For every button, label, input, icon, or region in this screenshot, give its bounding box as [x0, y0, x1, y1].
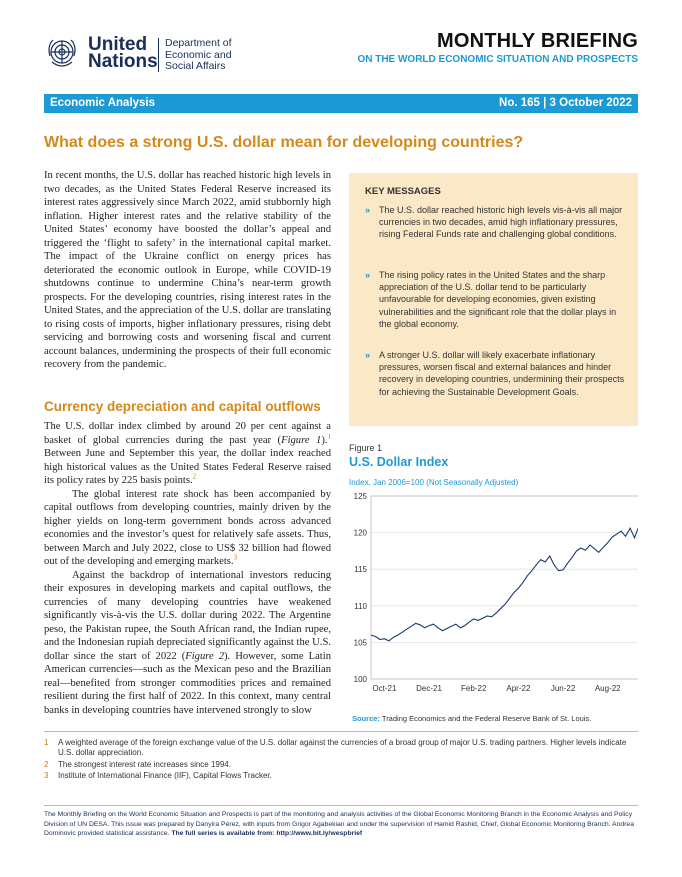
- y-axis: [354, 492, 368, 684]
- x-tick-label: Feb-22: [461, 684, 487, 693]
- department-line2: Economic and: [165, 48, 232, 61]
- footnote-text: The strongest interest rate increases since 1994.: [58, 760, 231, 769]
- x-tick-label: Aug-22: [594, 684, 621, 693]
- issue-number: No. 165 | 3 October 2022: [499, 97, 632, 109]
- key-messages-box: [349, 173, 638, 426]
- chevron-icon: »: [365, 270, 371, 280]
- figure-subtitle: Index, Jan 2006=100 (Not Seasonally Adjusted): [349, 478, 519, 487]
- footnote-text: Institute of International Finance (IIF), Capital Flows Tracker.: [58, 771, 272, 780]
- key-message-text: A stronger U.S. dollar will likely exacerbate inflationary pressures, worsen fiscal and external balances and hinder recovery in developing countries, undermining their prospects for achieving the Sustainable Development Goals.: [379, 350, 625, 397]
- un-emblem-icon: [44, 36, 80, 72]
- p3-text-b: ). However, some Latin American currencies—such as the Mexican peso and the Brazilian real—benefited from stronger commodities prices and remained resilient during the first half of 2022. In this context, many central banks in developing countries have intervened strongly to slow: [44, 650, 331, 716]
- chevron-icon: »: [365, 350, 371, 360]
- usd-index-chart: [349, 490, 638, 700]
- chart-grid: [371, 496, 638, 679]
- footer-text: The Monthly Briefing on the World Economic Situation and Prospects is part of the monitoring and analysis activities of the Global Economic Monitoring Branch in the Economic Analysis and Policy Division of UN DESA. This issue was prepared by Danyira Pérez, with inputs from Grigor Agabekian and under the supervision of Hamid Rashid, Chief, Global Economic Monitoring Branch. Andrea Dominovic provided statistical assistance.: [44, 811, 634, 837]
- series-label: Economic Analysis: [50, 97, 156, 109]
- x-tick-label: Oct-21: [372, 684, 397, 693]
- section-heading: Currency depreciation and capital outflows: [44, 399, 321, 414]
- footnote-number: 1: [44, 738, 49, 747]
- key-message-item: [365, 269, 627, 330]
- y-tick-label: 120: [353, 528, 367, 538]
- plot-frame: [371, 496, 638, 679]
- figure-source: [352, 714, 591, 723]
- un-wordmark-line1: United: [88, 34, 148, 55]
- x-tick-label: Jun-22: [550, 684, 576, 693]
- section-body: [44, 420, 331, 717]
- un-wordmark: [88, 36, 158, 70]
- source-text: Trading Economics and the Federal Reserve Bank of St. Louis.: [379, 714, 592, 723]
- key-message-item: [365, 204, 627, 241]
- paragraph-1: [44, 420, 331, 488]
- p1-text-c: Between June and September this year, the dollar index reached high historical values as the United States Federal Reserve raised its policy rates by 225 basis points.: [44, 448, 331, 486]
- issue-band: [44, 94, 638, 113]
- x-axis: [372, 684, 621, 693]
- chevron-icon: »: [365, 205, 371, 215]
- paragraph-2: [44, 488, 331, 569]
- y-tick-label: 115: [354, 565, 367, 575]
- key-message-text: The rising policy rates in the United States and the sharp appreciation of the U.S. dollar tend to be particularly unfavourable for developing economies, given existing vulnerabilities and the significant role that the dollar plays in the global economy.: [379, 270, 617, 329]
- paragraph-3: [44, 569, 331, 718]
- figure-title: U.S. Dollar Index: [349, 455, 449, 469]
- publication-title: MONTHLY BRIEFING: [437, 30, 638, 52]
- x-tick-label: Dec-21: [416, 684, 442, 693]
- page-footer: [44, 810, 638, 839]
- source-label: Source:: [352, 714, 380, 723]
- footer-link[interactable]: The full series is available from: http://www.bit.ly/wespbrief: [171, 830, 363, 837]
- p2-text: The global interest rate shock has been accompanied by capital outflows from developing countries, mainly driven by the higher yields on long-term government bonds across advanced economies and the investor’s quest for relatively safe assets. Thus, between March and July 2022, close to US$ 32 billion had flowed out of the developing and emerging markets.: [44, 488, 331, 567]
- p3-text-a: Against the backdrop of international investors reducing their exposures in developing markets and capital outflows, the currencies of many developing countries have weakened significantly vis-à-vis the U.S. dollar during 2022. The Argentine peso, the Pakistan rupee, the South African rand, the Indian rupee, and the Indonesian rupiah depreciated significantly against the U.S. dollar since the start of 2022 (: [44, 569, 331, 662]
- p1-text-b: ).: [321, 434, 328, 446]
- un-wordmark-line2: Nations: [88, 51, 158, 72]
- footnote-text: A weighted average of the foreign exchange value of the U.S. dollar against the currencies of a broad group of major U.S. trading partners. Higher levels indicate U.S. dollar appreciation.: [58, 738, 627, 757]
- footnote-ref-1[interactable]: 1: [327, 431, 331, 440]
- article-headline: What does a strong U.S. dollar mean for developing countries?: [44, 134, 524, 151]
- header-divider: [158, 38, 159, 72]
- department-line1: Department of: [165, 37, 232, 49]
- key-messages-title: KEY MESSAGES: [365, 186, 441, 197]
- footnote-item: [44, 760, 638, 770]
- key-message-text: The U.S. dollar reached historic high levels vis-à-vis all major currencies in two decades, amid high inflationary pressures, rising Federal Funds rate and challenging global conditions.: [379, 205, 623, 240]
- y-tick-label: 105: [353, 638, 367, 648]
- footnote-ref-2[interactable]: 2: [192, 472, 197, 481]
- department-line3: Social Affairs: [165, 60, 226, 72]
- footnote-rule: [44, 731, 638, 732]
- department-name: [165, 38, 232, 73]
- footer-rule: [44, 805, 638, 806]
- footnote-number: 2: [44, 760, 49, 769]
- footnote-number: 3: [44, 771, 49, 780]
- footnote-item: [44, 771, 638, 781]
- figure-1-ref[interactable]: Figure 1: [281, 434, 322, 446]
- y-tick-label: 110: [354, 601, 367, 611]
- publication-subtitle: ON THE WORLD ECONOMIC SITUATION AND PROSPECTS: [357, 54, 638, 65]
- series-line: [371, 526, 638, 641]
- y-tick-label: 100: [353, 675, 367, 684]
- intro-paragraph: [44, 169, 331, 372]
- y-tick-label: 125: [353, 492, 367, 501]
- footnote-ref-3[interactable]: 3: [233, 553, 238, 562]
- key-message-item: [365, 349, 627, 398]
- footnote-item: [44, 738, 638, 758]
- figure-2-ref[interactable]: Figure 2: [185, 650, 225, 662]
- figure-label: Figure 1: [349, 443, 383, 453]
- intro-text: In recent months, the U.S. dollar has reached historic high levels in two decades, as the United States Federal Reserve increased its interest rates aggressively since March 2022, amid stubbornly high inflation. Higher interest rates and the relative stability of the United States’ economy have boosted the dollar’s appeal and triggered the ‘flight to safety’ in the international capital market. The impact of the Ukraine conflict on energy prices has deteriorated the economic outlook in Europe, while COVID-19 shutdowns continue to undermine China’s near-term growth prospects. For the developing countries, rising interest rates in the United States, and the appreciation of the U.S. dollar are translating to rising costs of imports, higher inflationary pressures, rising debt servicing and borrowing costs and worsening fiscal and current account balances, undermining the prospects of their full economic recovery from the pandemic.: [44, 170, 331, 370]
- x-tick-label: Apr-22: [506, 684, 531, 693]
- p1-text-a: The U.S. dollar index climbed by around 20 per cent against a basket of global currencies during the past year (: [44, 421, 331, 446]
